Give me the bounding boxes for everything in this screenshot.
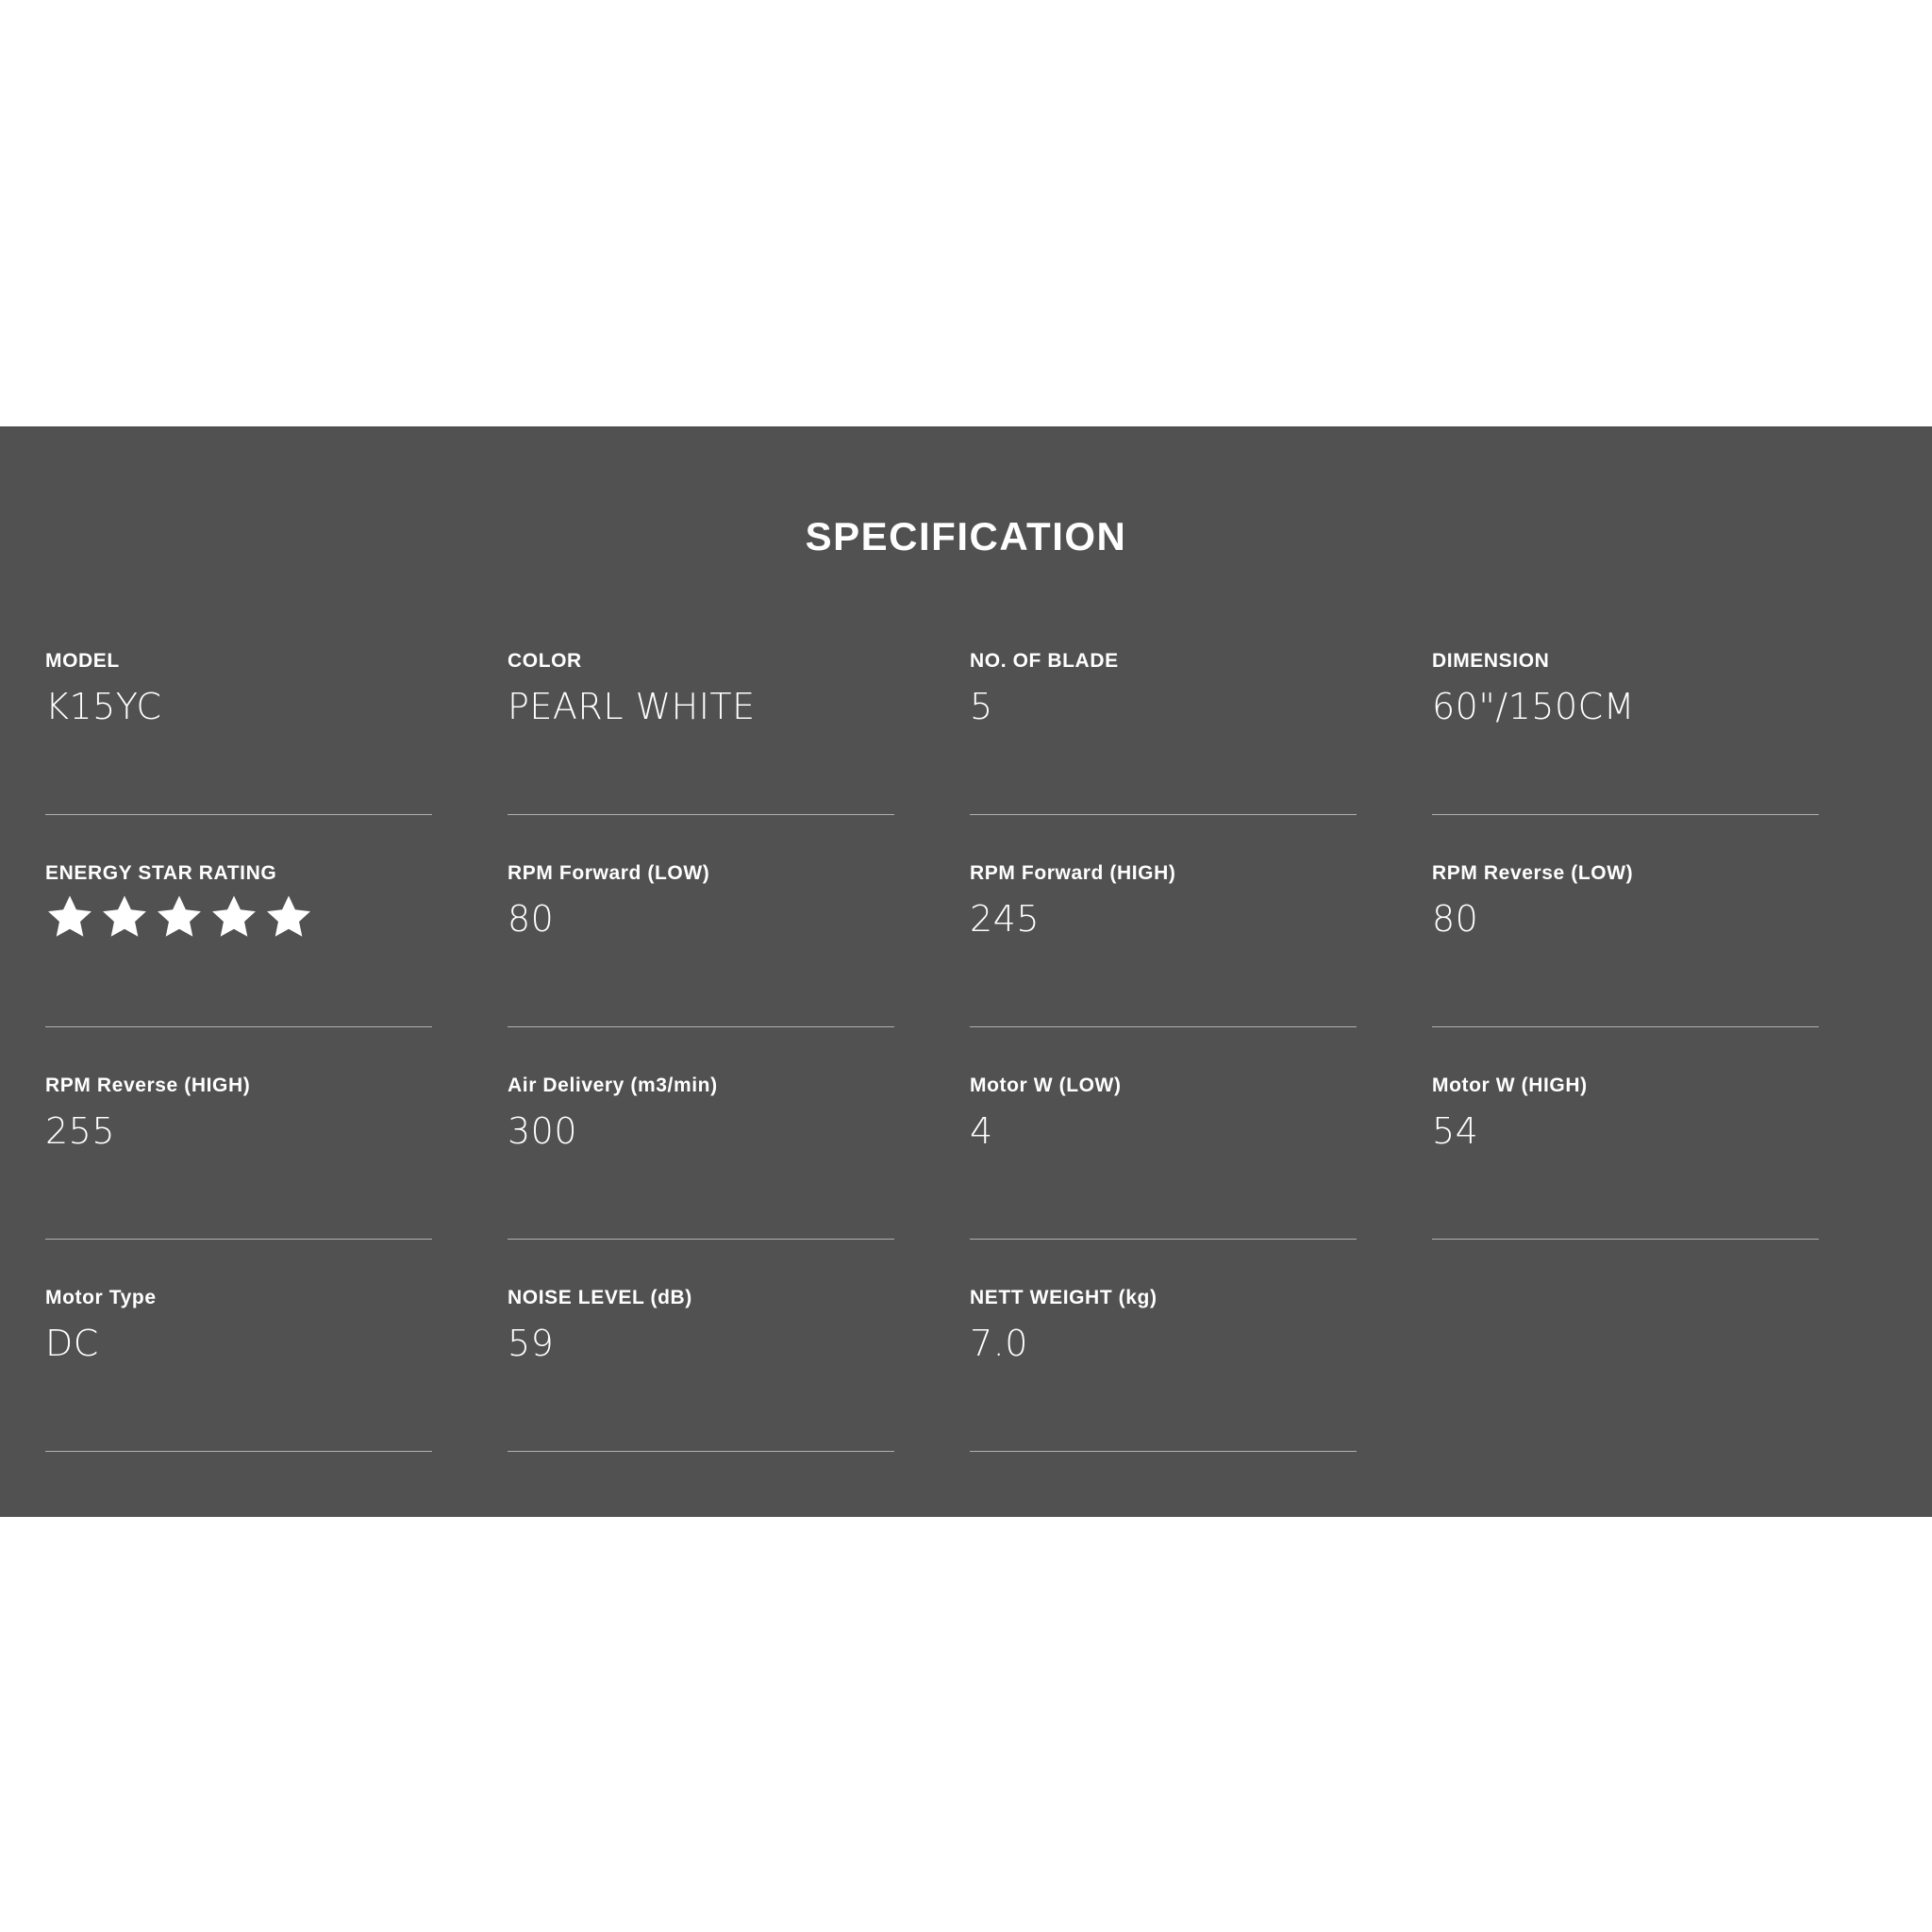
divider	[45, 1451, 432, 1452]
spec-label: NO. OF BLADE	[970, 650, 1119, 672]
star-icon	[264, 892, 313, 941]
spec-cell-empty	[1432, 1287, 1894, 1499]
spec-label: NETT WEIGHT (kg)	[970, 1287, 1158, 1308]
spec-label: Motor Type	[45, 1287, 157, 1308]
divider	[45, 1239, 432, 1240]
spec-cell-rpm-forward-low	[508, 862, 970, 1074]
spec-cell-rpm-reverse-low	[1432, 862, 1894, 1074]
spec-label: RPM Forward (LOW)	[508, 862, 710, 884]
spec-cell-nett-weight	[970, 1287, 1432, 1499]
specification-panel	[0, 426, 1932, 1517]
spec-label: RPM Forward (HIGH)	[970, 862, 1176, 884]
star-icon	[100, 892, 149, 941]
spec-cell-no-of-blade	[970, 650, 1432, 862]
energy-star-rating-stars	[45, 892, 432, 941]
spec-cell-energy-star-rating	[45, 862, 508, 1074]
spec-value: 245	[970, 898, 1041, 940]
spec-row	[45, 862, 1894, 1074]
divider	[508, 814, 894, 815]
spec-cell-model	[45, 650, 508, 862]
star-icon	[209, 892, 258, 941]
spec-row	[45, 650, 1894, 862]
spec-value: 4	[970, 1110, 993, 1152]
divider	[970, 1451, 1357, 1452]
spec-value: K15YC	[45, 686, 162, 727]
spec-value: 7.0	[970, 1323, 1028, 1364]
divider	[1432, 1026, 1819, 1027]
divider	[508, 1239, 894, 1240]
star-icon	[155, 892, 204, 941]
divider	[1432, 814, 1819, 815]
divider	[45, 814, 432, 815]
spec-label: RPM Reverse (HIGH)	[45, 1074, 251, 1096]
spec-row	[45, 1287, 1894, 1499]
spec-cell-motor-type	[45, 1287, 508, 1499]
divider	[970, 1026, 1357, 1027]
divider	[970, 814, 1357, 815]
spec-value: PEARL WHITE	[508, 686, 756, 727]
spec-cell-rpm-forward-high	[970, 862, 1432, 1074]
divider	[45, 1026, 432, 1027]
star-icon	[45, 892, 94, 941]
spec-cell-color	[508, 650, 970, 862]
spec-value: 60"/150CM	[1432, 686, 1635, 727]
spec-cell-air-delivery	[508, 1074, 970, 1287]
spec-label: COLOR	[508, 650, 582, 672]
spec-value: 80	[1432, 898, 1479, 940]
spec-label: ENERGY STAR RATING	[45, 862, 277, 884]
spec-value: 300	[508, 1110, 578, 1152]
spec-cell-motor-w-low	[970, 1074, 1432, 1287]
divider	[508, 1026, 894, 1027]
spec-cell-rpm-reverse-high	[45, 1074, 508, 1287]
spec-value: 54	[1432, 1110, 1479, 1152]
page-title: SPECIFICATION	[805, 514, 1127, 558]
spec-label: DIMENSION	[1432, 650, 1550, 672]
spec-value: 5	[970, 686, 993, 727]
spec-label: NOISE LEVEL (dB)	[508, 1287, 692, 1308]
spec-label: MODEL	[45, 650, 120, 672]
spec-cell-noise-level	[508, 1287, 970, 1499]
specification-grid	[45, 650, 1894, 1499]
spec-cell-motor-w-high	[1432, 1074, 1894, 1287]
spec-value: 255	[45, 1110, 116, 1152]
divider	[508, 1451, 894, 1452]
spec-label: RPM Reverse (LOW)	[1432, 862, 1634, 884]
divider	[970, 1239, 1357, 1240]
spec-row	[45, 1074, 1894, 1287]
divider	[1432, 1239, 1819, 1240]
spec-label: Motor W (HIGH)	[1432, 1074, 1588, 1096]
spec-value: 80	[508, 898, 555, 940]
spec-label: Motor W (LOW)	[970, 1074, 1122, 1096]
spec-value: DC	[45, 1323, 99, 1364]
spec-label: Air Delivery (m3/min)	[508, 1074, 718, 1096]
spec-cell-dimension	[1432, 650, 1894, 862]
spec-value: 59	[508, 1323, 555, 1364]
